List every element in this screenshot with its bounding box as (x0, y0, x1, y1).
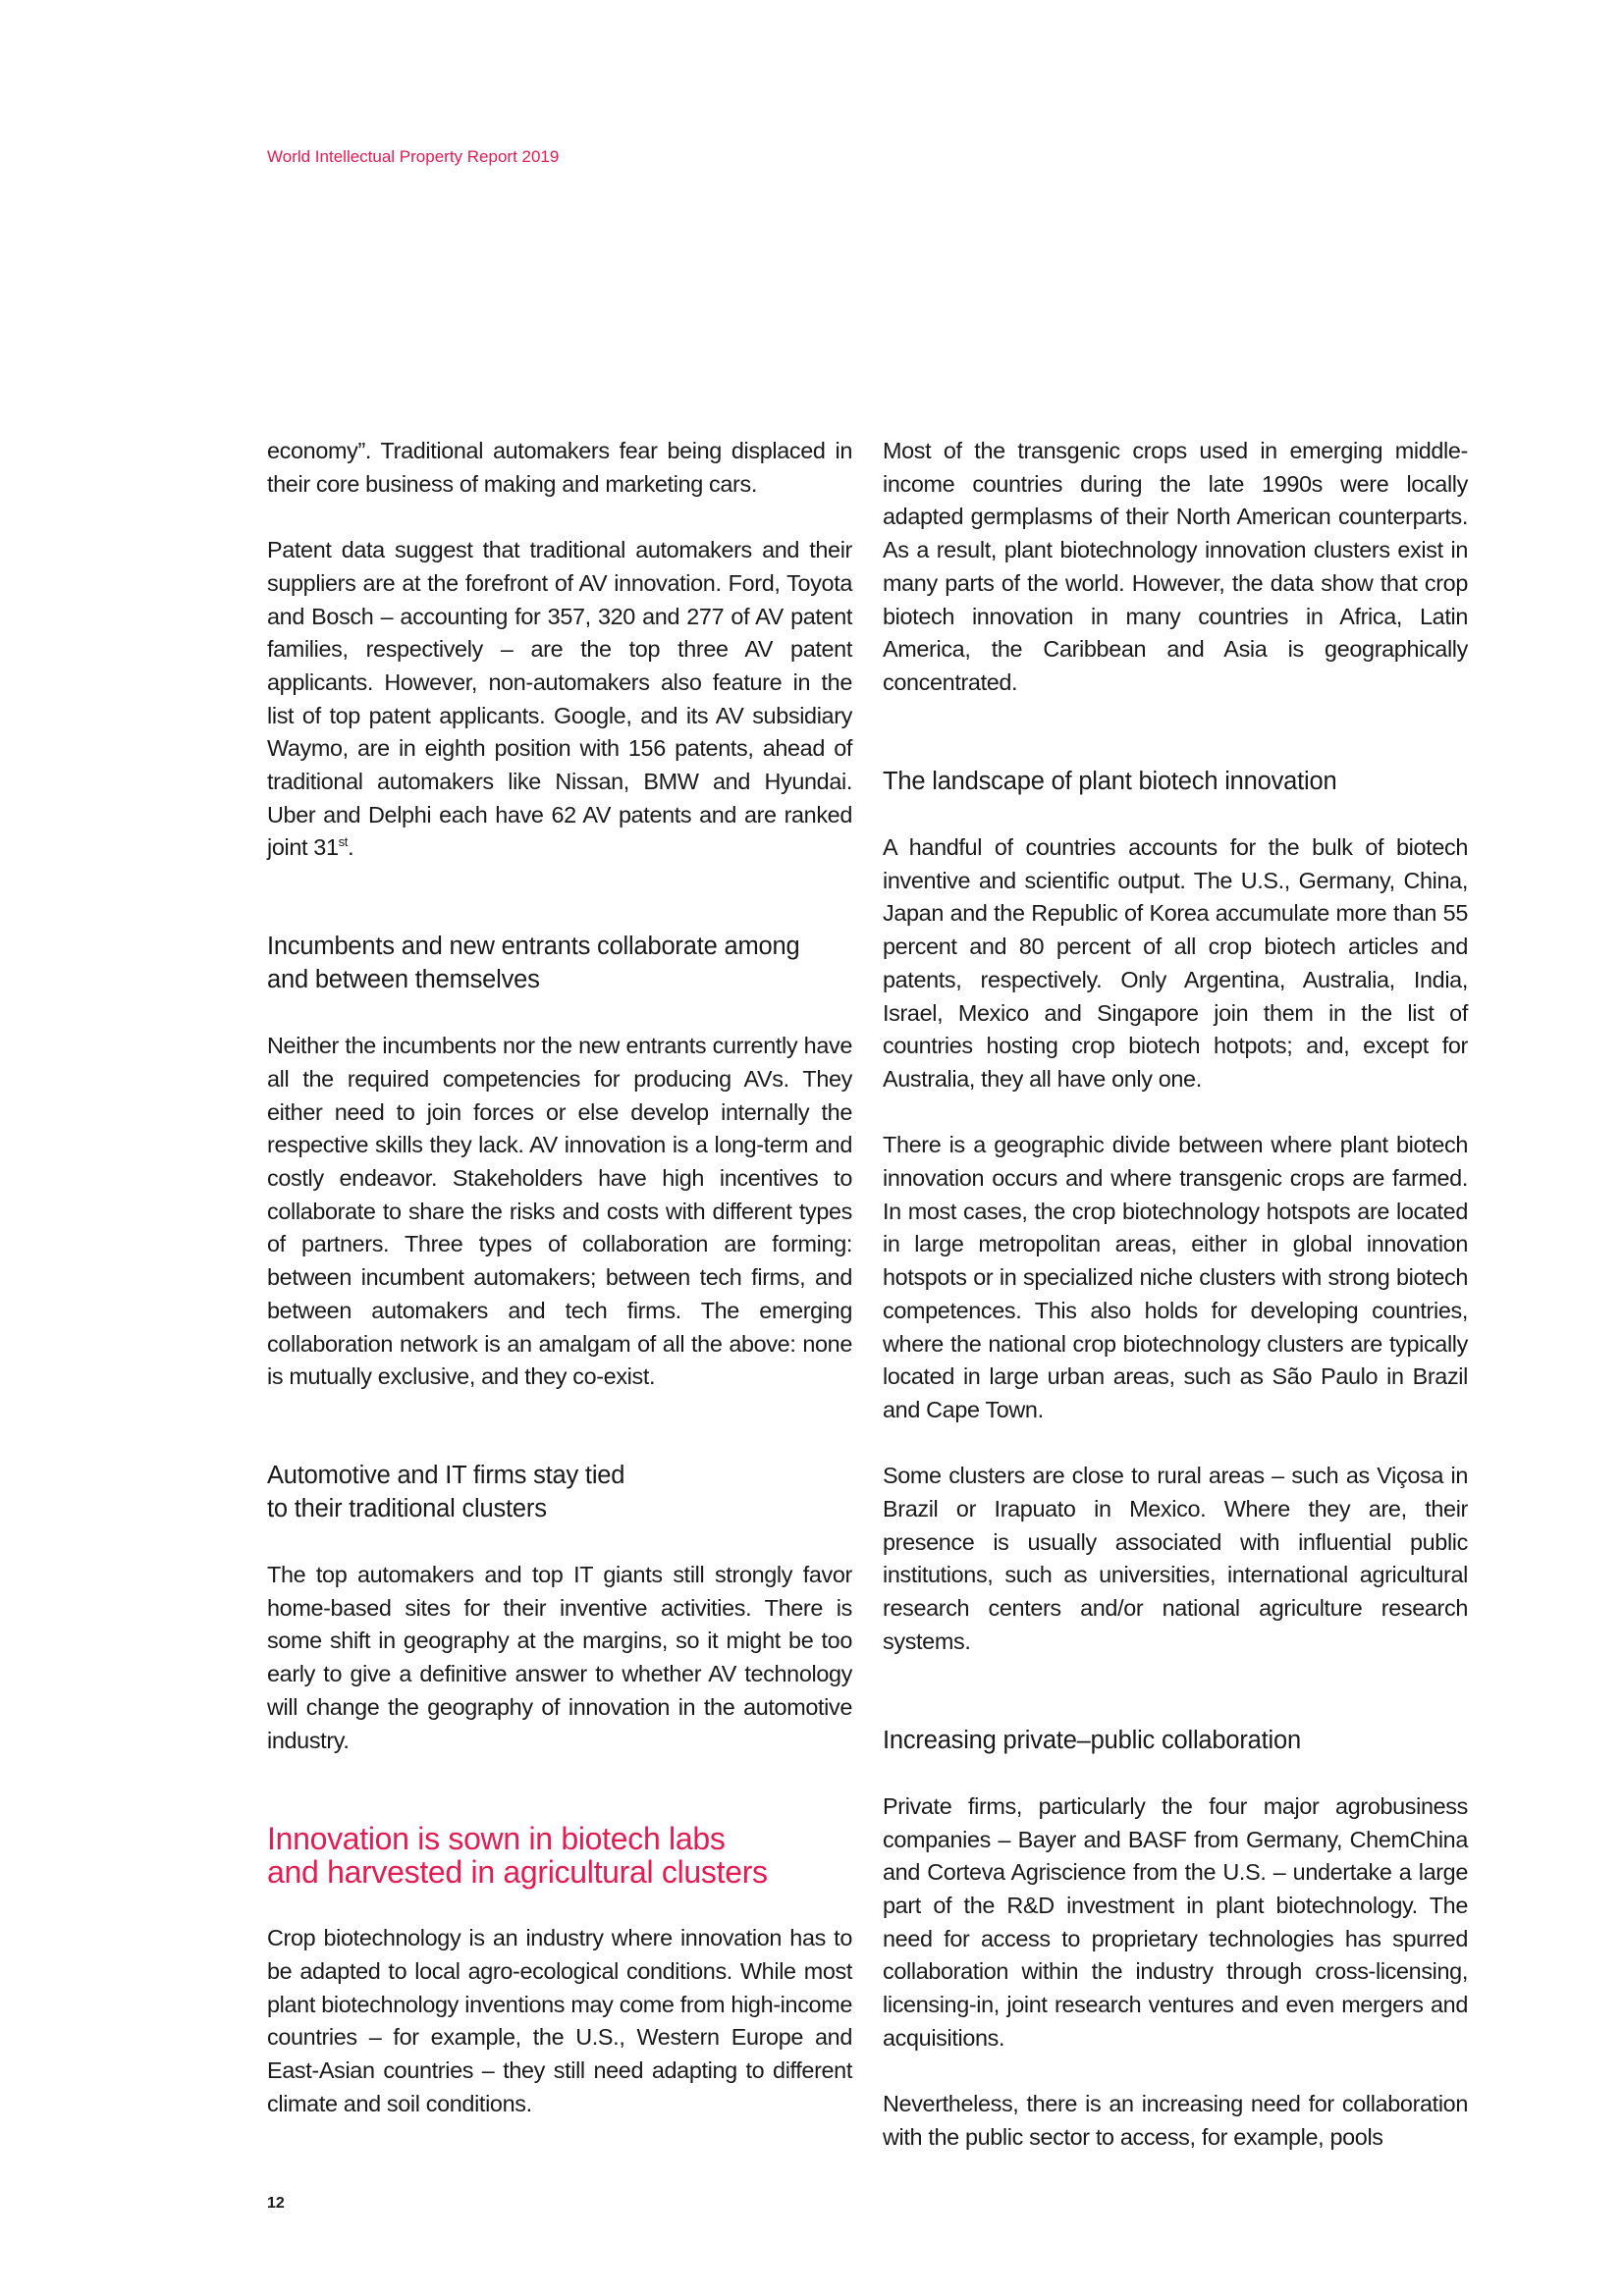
subheading-line: to their traditional clusters (267, 1494, 547, 1522)
subheading-line: Automotive and IT firms stay tied (267, 1461, 625, 1489)
section-heading (267, 1823, 852, 1889)
right-column (883, 435, 1468, 2187)
section-heading-line: and harvested in agricultural clusters (267, 1853, 768, 1890)
page-number: 12 (267, 2195, 285, 2212)
paragraph: Nevertheless, there is an increasing need for collaboration with the public sector to access, for example, pools (883, 2091, 1468, 2150)
paragraph: A handful of countries accounts for the bulk of biotech inventive and scientific output. The U.S., Germany, China, Japan and the Republic of Korea accumulate more than 55 percent and 80 percent of all crop biotech articles and patents, respectively. Only Argentina, Australia, India, Israel, Mexico and Singapore join them in the list of countries hosting crop biotech hotpots; and, except for Australia, they all have only one. (883, 834, 1468, 1092)
paragraph: economy”. Traditional automakers fear being displaced in their core business of making and marketing cars. (267, 438, 852, 497)
paragraph: Most of the transgenic crops used in emerging middle-income countries during the late 1990s were locally adapted germplasms of their North American counterparts. As a result, plant biotechnology innovation clusters exist in many parts of the world. However, the data show that crop biotech innovation in many countries in Africa, Latin America, the Caribbean and Asia is geographically concentrated. (883, 438, 1468, 695)
paragraph: Private firms, particularly the four major agrobusiness companies – Bayer and BASF from Germany, ChemChina and Corteva Agriscience from the U.S. – undertake a large part of the R&D investment in plant biotechnology. The need for access to proprietary technologies has spurred collaboration within the industry through cross-licensing, licensing-in, joint research ventures and even mergers and acquisitions. (883, 1792, 1468, 2051)
paragraph: Neither the incumbents nor the new entrants currently have all the required competencies for producing AVs. They either need to join forces or else develop internally the respective skills they lack. AV innovation is a long-term and costly endeavor. Stakeholders have high incentives to collaborate to share the risks and costs with different types of partners. Three types of collaboration are forming: between incumbent automakers; between tech firms, and between automakers and tech firms. The emerging collaboration network is an amalgam of all the above: none is mutually exclusive, and they co-exist. (267, 1033, 852, 1390)
paragraph (267, 534, 852, 865)
running-header: World Intellectual Property Report 2019 (267, 147, 560, 166)
section-heading-line: Innovation is sown in biotech labs (267, 1821, 726, 1857)
subheading (267, 1460, 852, 1525)
paragraph: Some clusters are close to rural areas – such as Viçosa in Brazil or Irapuato in Mexico. Where they are, their presence is usually associated with influential public institutions, such as universities, international agricultural research centers and/or national agriculture research systems. (883, 1463, 1468, 1654)
paragraph: The top automakers and top IT giants still strongly favor home-based sites for their inventive activities. There is some shift in geography at the margins, so it might be too early to give a definitive answer to whether AV technology will change the geography of innovation in the automotive industry. (267, 1562, 852, 1753)
subheading: Incumbents and new entrants collaborate among and between themselves (267, 933, 800, 993)
paragraph-end: . (348, 834, 354, 861)
subheading: Increasing private–public collaboration (883, 1726, 1301, 1754)
paragraph-text: Patent data suggest that traditional automakers and their suppliers are at the forefront of AV innovation. Ford, Toyota and Bosch – accounting for 357, 320 and 277 of AV patent families, respectively – are the top three AV patent applicants. However, non-automakers also feature in the list of top patent applicants. Google, and its AV subsidiary Waymo, are in eighth position with 156 patents, ahead of traditional automakers like Nissan, BMW and Hyundai. Uber and Delphi each have 62 AV patents and are ranked joint 31 (267, 537, 852, 861)
paragraph: There is a geographic divide between where plant biotech innovation occurs and where transgenic crops are farmed. In most cases, the crop biotechnology hotspots are located in large metropolitan areas, either in global innovation hotspots or in specialized niche clusters with strong biotech competences. This also holds for developing countries, where the national crop biotechnology clusters are typically located in large urban areas, such as São Paulo in Brazil and Cape Town. (883, 1132, 1468, 1422)
left-column (267, 435, 852, 2154)
subheading: The landscape of plant biotech innovation (883, 767, 1337, 795)
superscript: st (338, 834, 349, 850)
paragraph: Crop biotechnology is an industry where innovation has to be adapted to local agro-ecological conditions. While most plant biotechnology inventions may come from high-income countries – for example, the U.S., Western Europe and East-Asian countries – they still need adapting to different climate and soil conditions. (267, 1925, 852, 2116)
